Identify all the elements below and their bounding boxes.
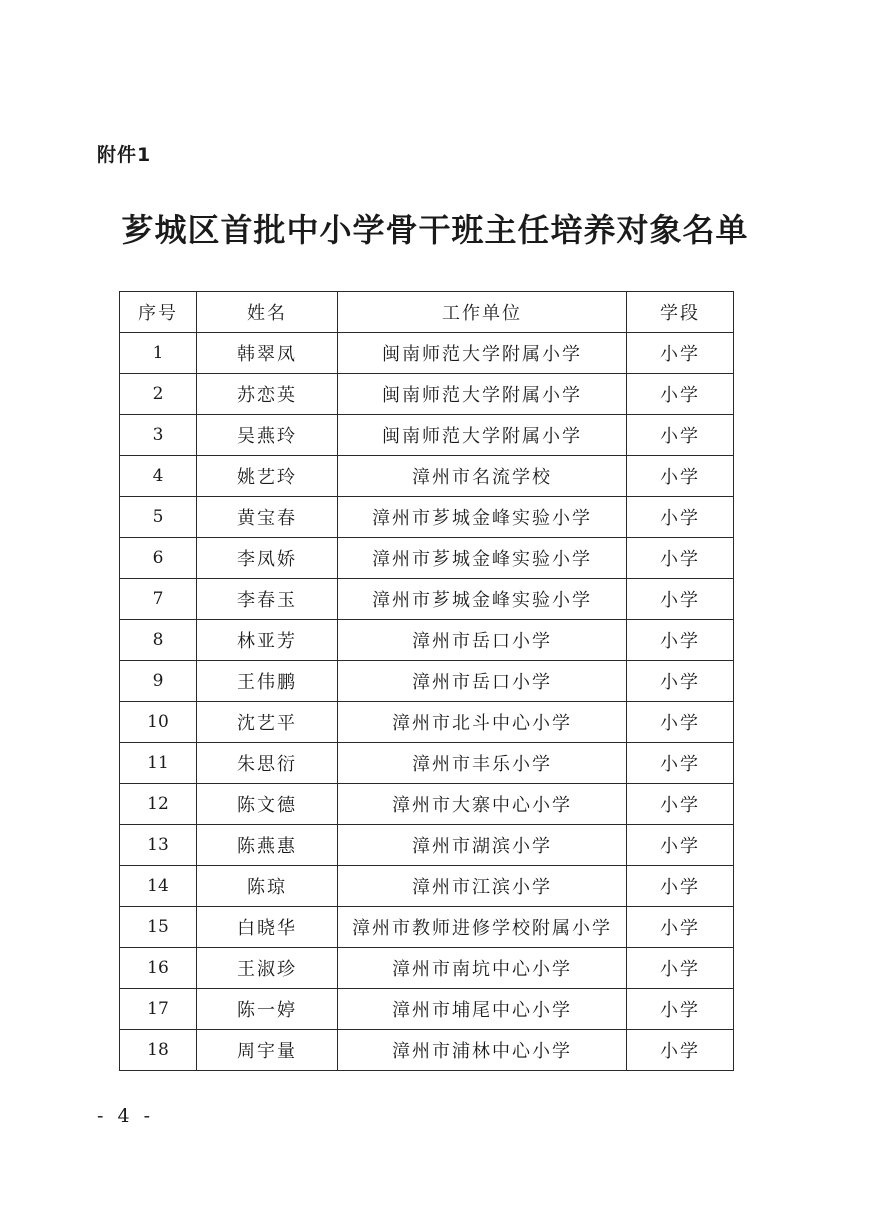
serial-number-cell: 3	[120, 415, 197, 456]
school-level-cell: 小学	[627, 907, 734, 948]
name-cell: 韩翠凤	[197, 333, 338, 374]
school-level-cell: 小学	[627, 333, 734, 374]
table-header-row	[120, 292, 734, 333]
name-cell: 姚艺玲	[197, 456, 338, 497]
school-level-cell: 小学	[627, 661, 734, 702]
work-unit-cell: 漳州市岳口小学	[338, 620, 627, 661]
serial-number-cell: 7	[120, 579, 197, 620]
serial-number-cell: 8	[120, 620, 197, 661]
work-unit-cell: 漳州市丰乐小学	[338, 743, 627, 784]
name-cell: 周宇量	[197, 1030, 338, 1071]
work-unit-cell: 漳州市埔尾中心小学	[338, 989, 627, 1030]
table-row	[120, 661, 734, 702]
table-row	[120, 907, 734, 948]
name-cell: 陈琼	[197, 866, 338, 907]
work-unit-cell: 漳州市名流学校	[338, 456, 627, 497]
table-row	[120, 948, 734, 989]
table-row	[120, 702, 734, 743]
table-row	[120, 579, 734, 620]
serial-number-cell: 5	[120, 497, 197, 538]
school-level-cell: 小学	[627, 948, 734, 989]
table-row	[120, 989, 734, 1030]
school-level-cell: 小学	[627, 497, 734, 538]
document-title: 芗城区首批中小学骨干班主任培养对象名单	[121, 211, 749, 249]
serial-number-cell: 2	[120, 374, 197, 415]
table-row	[120, 333, 734, 374]
school-level-cell: 小学	[627, 866, 734, 907]
table-row	[120, 456, 734, 497]
work-unit-cell: 漳州市南坑中心小学	[338, 948, 627, 989]
name-cell: 王淑珍	[197, 948, 338, 989]
serial-number-cell: 6	[120, 538, 197, 579]
name-cell: 黄宝春	[197, 497, 338, 538]
name-cell: 李春玉	[197, 579, 338, 620]
school-level-cell: 小学	[627, 1030, 734, 1071]
work-unit-cell: 闽南师范大学附属小学	[338, 333, 627, 374]
serial-number-cell: 16	[120, 948, 197, 989]
serial-number-cell: 9	[120, 661, 197, 702]
school-level-cell: 小学	[627, 825, 734, 866]
table-row	[120, 825, 734, 866]
name-cell: 陈文德	[197, 784, 338, 825]
name-cell: 苏恋英	[197, 374, 338, 415]
name-cell: 吴燕玲	[197, 415, 338, 456]
serial-number-cell: 17	[120, 989, 197, 1030]
serial-number-cell: 15	[120, 907, 197, 948]
header-serial-number: 序号	[120, 292, 197, 333]
serial-number-cell: 12	[120, 784, 197, 825]
serial-number-cell: 13	[120, 825, 197, 866]
work-unit-cell: 漳州市北斗中心小学	[338, 702, 627, 743]
name-cell: 白晓华	[197, 907, 338, 948]
header-work-unit: 工作单位	[338, 292, 627, 333]
table-row	[120, 620, 734, 661]
work-unit-cell: 漳州市芗城金峰实验小学	[338, 579, 627, 620]
school-level-cell: 小学	[627, 620, 734, 661]
work-unit-cell: 漳州市浦林中心小学	[338, 1030, 627, 1071]
serial-number-cell: 11	[120, 743, 197, 784]
name-cell: 林亚芳	[197, 620, 338, 661]
work-unit-cell: 漳州市大寨中心小学	[338, 784, 627, 825]
table-row	[120, 538, 734, 579]
name-cell: 李凤娇	[197, 538, 338, 579]
school-level-cell: 小学	[627, 456, 734, 497]
table-row	[120, 497, 734, 538]
work-unit-cell: 漳州市岳口小学	[338, 661, 627, 702]
work-unit-cell: 闽南师范大学附属小学	[338, 415, 627, 456]
work-unit-cell: 漳州市芗城金峰实验小学	[338, 538, 627, 579]
work-unit-cell: 漳州市教师进修学校附属小学	[338, 907, 627, 948]
work-unit-cell: 漳州市芗城金峰实验小学	[338, 497, 627, 538]
school-level-cell: 小学	[627, 989, 734, 1030]
school-level-cell: 小学	[627, 415, 734, 456]
school-level-cell: 小学	[627, 743, 734, 784]
table-row	[120, 784, 734, 825]
work-unit-cell: 漳州市湖滨小学	[338, 825, 627, 866]
serial-number-cell: 4	[120, 456, 197, 497]
table-row	[120, 866, 734, 907]
school-level-cell: 小学	[627, 538, 734, 579]
table-row	[120, 1030, 734, 1071]
header-name: 姓名	[197, 292, 338, 333]
table-row	[120, 374, 734, 415]
header-school-level: 学段	[627, 292, 734, 333]
attachment-label: 附件1	[97, 144, 152, 166]
school-level-cell: 小学	[627, 579, 734, 620]
name-cell: 陈燕惠	[197, 825, 338, 866]
serial-number-cell: 14	[120, 866, 197, 907]
name-cell: 沈艺平	[197, 702, 338, 743]
work-unit-cell: 闽南师范大学附属小学	[338, 374, 627, 415]
school-level-cell: 小学	[627, 374, 734, 415]
name-cell: 陈一婷	[197, 989, 338, 1030]
serial-number-cell: 18	[120, 1030, 197, 1071]
page-number: - 4 -	[97, 1105, 155, 1127]
table-row	[120, 415, 734, 456]
roster-table	[119, 291, 734, 1071]
work-unit-cell: 漳州市江滨小学	[338, 866, 627, 907]
serial-number-cell: 1	[120, 333, 197, 374]
name-cell: 王伟鹏	[197, 661, 338, 702]
table-row	[120, 743, 734, 784]
school-level-cell: 小学	[627, 702, 734, 743]
name-cell: 朱思衍	[197, 743, 338, 784]
serial-number-cell: 10	[120, 702, 197, 743]
school-level-cell: 小学	[627, 784, 734, 825]
